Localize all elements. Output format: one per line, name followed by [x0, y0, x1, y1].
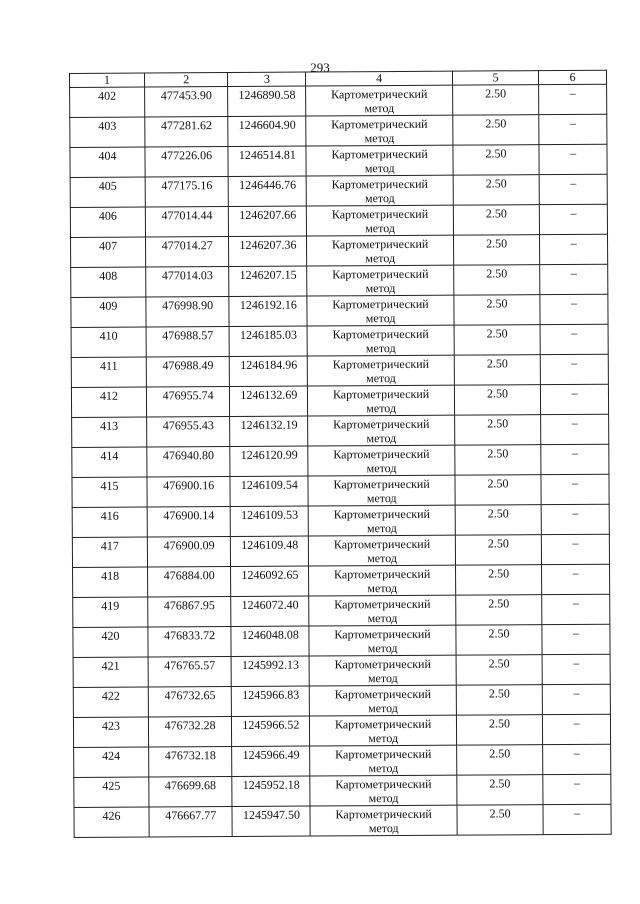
- method-line-1: Картометрический: [334, 626, 431, 642]
- note-cell: –: [539, 84, 607, 114]
- x-coordinate-cell: 477175.16: [145, 177, 229, 208]
- accuracy-cell: 2.50: [455, 475, 542, 506]
- method-line-2: метод: [365, 251, 396, 266]
- table-row: [72, 474, 609, 507]
- note-cell: –: [543, 714, 611, 744]
- y-coordinate-cell: 1246092.65: [231, 566, 309, 596]
- column-header-1: 1: [70, 73, 145, 87]
- accuracy-cell: 2.50: [456, 625, 543, 656]
- method-cell: [308, 385, 455, 416]
- method-line-2: метод: [366, 431, 397, 446]
- method-line-2: метод: [368, 701, 398, 716]
- accuracy-cell: 2.50: [453, 205, 540, 236]
- note-cell: –: [540, 204, 608, 234]
- x-coordinate-cell: 477226.06: [145, 147, 229, 178]
- method-cell: [310, 775, 457, 806]
- table-row: [71, 294, 608, 327]
- point-number-cell: 426: [74, 807, 149, 837]
- method-line-1: Картометрический: [333, 416, 430, 432]
- method-line-1: Картометрический: [331, 146, 428, 162]
- method-line-1: Картометрический: [331, 176, 428, 192]
- method-line-1: Картометрический: [335, 806, 432, 822]
- y-coordinate-cell: 1246184.96: [230, 356, 308, 386]
- x-coordinate-cell: 476667.77: [149, 807, 233, 838]
- method-cell: [307, 325, 454, 356]
- x-coordinate-cell: 476900.09: [147, 537, 231, 568]
- note-cell: –: [540, 234, 608, 264]
- method-cell: [307, 265, 454, 296]
- note-cell: –: [542, 534, 610, 564]
- point-number-cell: 407: [71, 237, 146, 267]
- table-row: [70, 84, 607, 117]
- table-row: [73, 654, 610, 687]
- table-row: [72, 414, 609, 447]
- x-coordinate-cell: 476940.80: [147, 447, 231, 478]
- method-cell: [309, 505, 456, 536]
- accuracy-cell: 2.50: [453, 115, 540, 146]
- y-coordinate-cell: 1246185.03: [229, 326, 307, 356]
- y-coordinate-cell: 1246207.15: [229, 266, 307, 296]
- x-coordinate-cell: 476955.43: [147, 417, 231, 448]
- accuracy-cell: 2.50: [454, 295, 541, 326]
- coordinates-table: [69, 70, 612, 838]
- point-number-cell: 408: [71, 267, 146, 297]
- point-number-cell: 424: [74, 747, 149, 777]
- method-cell: [310, 685, 457, 716]
- table-row: [72, 504, 609, 537]
- y-coordinate-cell: 1246446.76: [228, 176, 306, 206]
- x-coordinate-cell: 476732.18: [149, 747, 233, 778]
- method-line-2: метод: [366, 401, 397, 416]
- y-coordinate-cell: 1246109.48: [231, 536, 309, 566]
- method-cell: [310, 715, 457, 746]
- method-cell: [309, 565, 456, 596]
- method-line-1: Картометрический: [332, 326, 429, 342]
- point-number-cell: 423: [73, 717, 148, 747]
- method-line-1: Картометрический: [333, 446, 430, 462]
- table-row: [72, 534, 609, 567]
- point-number-cell: 402: [70, 87, 145, 117]
- y-coordinate-cell: 1245966.52: [232, 716, 310, 746]
- note-cell: –: [543, 804, 611, 834]
- x-coordinate-cell: 476998.90: [146, 297, 230, 328]
- table-row: [71, 234, 608, 267]
- table-row: [71, 324, 608, 357]
- point-number-cell: 425: [74, 777, 149, 807]
- x-coordinate-cell: 476867.95: [148, 597, 232, 628]
- note-cell: –: [540, 264, 608, 294]
- column-header-2: 2: [144, 73, 227, 88]
- note-cell: –: [541, 414, 609, 444]
- point-number-cell: 405: [70, 177, 145, 207]
- table-row: [73, 684, 610, 717]
- y-coordinate-cell: 1246514.81: [228, 146, 306, 176]
- note-cell: –: [541, 444, 609, 474]
- note-cell: –: [539, 144, 607, 174]
- method-line-2: метод: [368, 761, 399, 776]
- y-coordinate-cell: 1246207.36: [229, 236, 307, 266]
- note-cell: –: [539, 174, 607, 204]
- method-line-1: Картометрический: [334, 686, 432, 702]
- method-line-1: Картометрический: [332, 266, 429, 282]
- accuracy-cell: 2.50: [456, 715, 543, 746]
- note-cell: –: [543, 744, 611, 774]
- point-number-cell: 411: [71, 357, 146, 387]
- y-coordinate-cell: 1246048.08: [231, 626, 309, 656]
- point-number-cell: 422: [73, 687, 148, 717]
- table-row: [74, 804, 611, 837]
- note-cell: –: [542, 564, 610, 594]
- y-coordinate-cell: 1246109.53: [231, 506, 309, 536]
- table-row: [71, 384, 608, 417]
- point-number-cell: 417: [72, 537, 147, 567]
- method-cell: [309, 655, 456, 686]
- method-line-2: метод: [366, 371, 396, 386]
- point-number-cell: 413: [72, 417, 147, 447]
- x-coordinate-cell: 476900.14: [147, 507, 231, 538]
- accuracy-cell: 2.50: [455, 595, 542, 626]
- method-line-2: метод: [365, 281, 396, 296]
- method-line-1: Картометрический: [333, 506, 430, 522]
- method-cell: [307, 235, 454, 266]
- method-line-2: метод: [367, 581, 398, 596]
- method-line-2: метод: [367, 611, 398, 626]
- x-coordinate-cell: 477014.27: [145, 237, 229, 268]
- point-number-cell: 410: [71, 327, 146, 357]
- method-cell: [306, 115, 453, 146]
- method-line-2: метод: [364, 161, 395, 176]
- method-line-1: Картометрический: [333, 566, 431, 582]
- y-coordinate-cell: 1245966.49: [232, 746, 310, 776]
- method-line-1: Картометрический: [332, 356, 430, 372]
- x-coordinate-cell: 476884.00: [147, 567, 231, 598]
- y-coordinate-cell: 1246109.54: [230, 476, 308, 506]
- x-coordinate-cell: 476988.49: [146, 357, 230, 388]
- note-cell: –: [540, 354, 608, 384]
- y-coordinate-cell: 1246890.58: [228, 86, 306, 116]
- page-number: 293: [310, 60, 330, 75]
- point-number-cell: 421: [73, 657, 148, 687]
- method-line-2: метод: [367, 671, 398, 686]
- x-coordinate-cell: 477281.62: [145, 117, 229, 148]
- x-coordinate-cell: 476833.72: [148, 627, 232, 658]
- x-coordinate-cell: 476732.65: [148, 687, 232, 718]
- method-line-1: Картометрический: [334, 596, 431, 612]
- y-coordinate-cell: 1245992.13: [231, 656, 309, 686]
- accuracy-cell: 2.50: [454, 355, 541, 386]
- accuracy-cell: 2.50: [456, 685, 543, 716]
- method-line-2: метод: [366, 521, 397, 536]
- x-coordinate-cell: 476765.57: [148, 657, 232, 688]
- method-cell: [306, 145, 453, 176]
- point-number-cell: 409: [71, 297, 146, 327]
- x-coordinate-cell: 477014.44: [145, 207, 229, 238]
- x-coordinate-cell: 476900.16: [147, 477, 231, 508]
- method-line-2: метод: [364, 131, 395, 146]
- method-line-1: Картометрический: [333, 476, 430, 492]
- table-row: [70, 174, 607, 207]
- method-cell: [306, 85, 453, 116]
- note-cell: –: [542, 654, 610, 684]
- accuracy-cell: 2.50: [456, 745, 543, 776]
- note-cell: –: [542, 684, 610, 714]
- note-cell: –: [540, 294, 608, 324]
- y-coordinate-cell: 1246072.40: [231, 596, 309, 626]
- table-row: [71, 264, 608, 297]
- point-number-cell: 415: [72, 477, 147, 507]
- note-cell: –: [541, 384, 609, 414]
- method-line-2: метод: [368, 821, 399, 836]
- method-line-2: метод: [365, 221, 395, 236]
- column-header-6: 6: [539, 70, 607, 84]
- method-line-1: Картометрический: [334, 656, 431, 672]
- method-line-1: Картометрический: [331, 236, 429, 252]
- method-line-1: Картометрический: [335, 746, 432, 762]
- table-row: [73, 624, 610, 657]
- point-number-cell: 412: [71, 387, 146, 417]
- method-cell: [310, 745, 457, 776]
- x-coordinate-cell: 476699.68: [149, 777, 233, 808]
- method-cell: [307, 205, 454, 236]
- x-coordinate-cell: 476955.74: [146, 387, 230, 418]
- method-line-2: метод: [366, 461, 397, 476]
- accuracy-cell: 2.50: [456, 655, 543, 686]
- note-cell: –: [540, 324, 608, 354]
- method-line-1: Картометрический: [335, 776, 432, 792]
- method-line-1: Картометрический: [333, 536, 431, 552]
- method-cell: [308, 445, 455, 476]
- method-cell: [307, 175, 454, 206]
- method-line-1: Картометрический: [334, 716, 432, 732]
- table-row: [70, 204, 607, 237]
- x-coordinate-cell: 477014.03: [146, 267, 230, 298]
- method-line-2: метод: [367, 551, 397, 566]
- note-cell: –: [542, 624, 610, 654]
- accuracy-cell: 2.50: [457, 775, 544, 806]
- note-cell: –: [539, 114, 607, 144]
- method-cell: [308, 475, 455, 506]
- method-cell: [309, 625, 456, 656]
- x-coordinate-cell: 477453.90: [145, 87, 229, 118]
- accuracy-cell: 2.50: [454, 385, 541, 416]
- method-line-2: метод: [365, 311, 396, 326]
- table-row: [71, 354, 608, 387]
- method-line-2: метод: [368, 731, 399, 746]
- accuracy-cell: 2.50: [457, 805, 544, 836]
- accuracy-cell: 2.50: [453, 235, 540, 266]
- accuracy-cell: 2.50: [453, 265, 540, 296]
- point-number-cell: 404: [70, 147, 145, 177]
- table-row: [74, 744, 611, 777]
- method-line-2: метод: [368, 791, 399, 806]
- accuracy-cell: 2.50: [455, 505, 542, 536]
- method-cell: [309, 595, 456, 626]
- y-coordinate-cell: 1246132.69: [230, 386, 308, 416]
- method-line-2: метод: [364, 101, 395, 116]
- accuracy-cell: 2.50: [455, 445, 542, 476]
- table-row: [73, 564, 610, 597]
- table-row: [73, 594, 610, 627]
- accuracy-cell: 2.50: [452, 85, 539, 116]
- point-number-cell: 416: [72, 507, 147, 537]
- note-cell: –: [541, 474, 609, 504]
- point-number-cell: 403: [70, 117, 145, 147]
- point-number-cell: 406: [70, 207, 145, 237]
- table-row: [70, 114, 607, 147]
- note-cell: –: [543, 774, 611, 804]
- accuracy-cell: 2.50: [453, 145, 540, 176]
- point-number-cell: 420: [73, 627, 148, 657]
- method-line-1: Картометрический: [332, 296, 429, 312]
- y-coordinate-cell: 1246604.90: [228, 116, 306, 146]
- method-line-1: Картометрический: [331, 86, 428, 102]
- y-coordinate-cell: 1246192.16: [229, 296, 307, 326]
- method-line-2: метод: [367, 641, 398, 656]
- accuracy-cell: 2.50: [455, 565, 542, 596]
- method-line-1: Картометрический: [331, 116, 428, 132]
- accuracy-cell: 2.50: [454, 325, 541, 356]
- y-coordinate-cell: 1246120.99: [230, 446, 308, 476]
- point-number-cell: 419: [73, 597, 148, 627]
- accuracy-cell: 2.50: [455, 535, 542, 566]
- method-cell: [309, 535, 456, 566]
- table-row: [72, 444, 609, 477]
- note-cell: –: [542, 594, 610, 624]
- point-number-cell: 414: [72, 447, 147, 477]
- column-header-3: 3: [228, 72, 306, 86]
- y-coordinate-cell: 1245947.50: [232, 806, 310, 836]
- method-cell: [308, 415, 455, 446]
- method-line-2: метод: [365, 341, 396, 356]
- table-row: [70, 144, 607, 177]
- method-cell: [307, 295, 454, 326]
- column-header-5: 5: [452, 71, 539, 86]
- y-coordinate-cell: 1246132.19: [230, 416, 308, 446]
- method-line-1: Картометрический: [332, 386, 430, 402]
- accuracy-cell: 2.50: [453, 175, 540, 206]
- method-line-1: Картометрический: [331, 206, 429, 222]
- y-coordinate-cell: 1245966.83: [232, 686, 310, 716]
- table-row: [73, 714, 610, 747]
- method-cell: [308, 355, 455, 386]
- y-coordinate-cell: 1245952.18: [232, 776, 310, 806]
- method-cell: [310, 805, 457, 836]
- method-line-2: метод: [366, 491, 397, 506]
- table-body: [70, 84, 612, 837]
- column-header-4: 4: [306, 71, 452, 86]
- x-coordinate-cell: 476988.57: [146, 327, 230, 358]
- method-line-2: метод: [364, 191, 395, 206]
- x-coordinate-cell: 476732.28: [148, 717, 232, 748]
- table-row: [74, 774, 611, 807]
- point-number-cell: 418: [73, 567, 148, 597]
- note-cell: –: [541, 504, 609, 534]
- y-coordinate-cell: 1246207.66: [229, 206, 307, 236]
- accuracy-cell: 2.50: [454, 415, 541, 446]
